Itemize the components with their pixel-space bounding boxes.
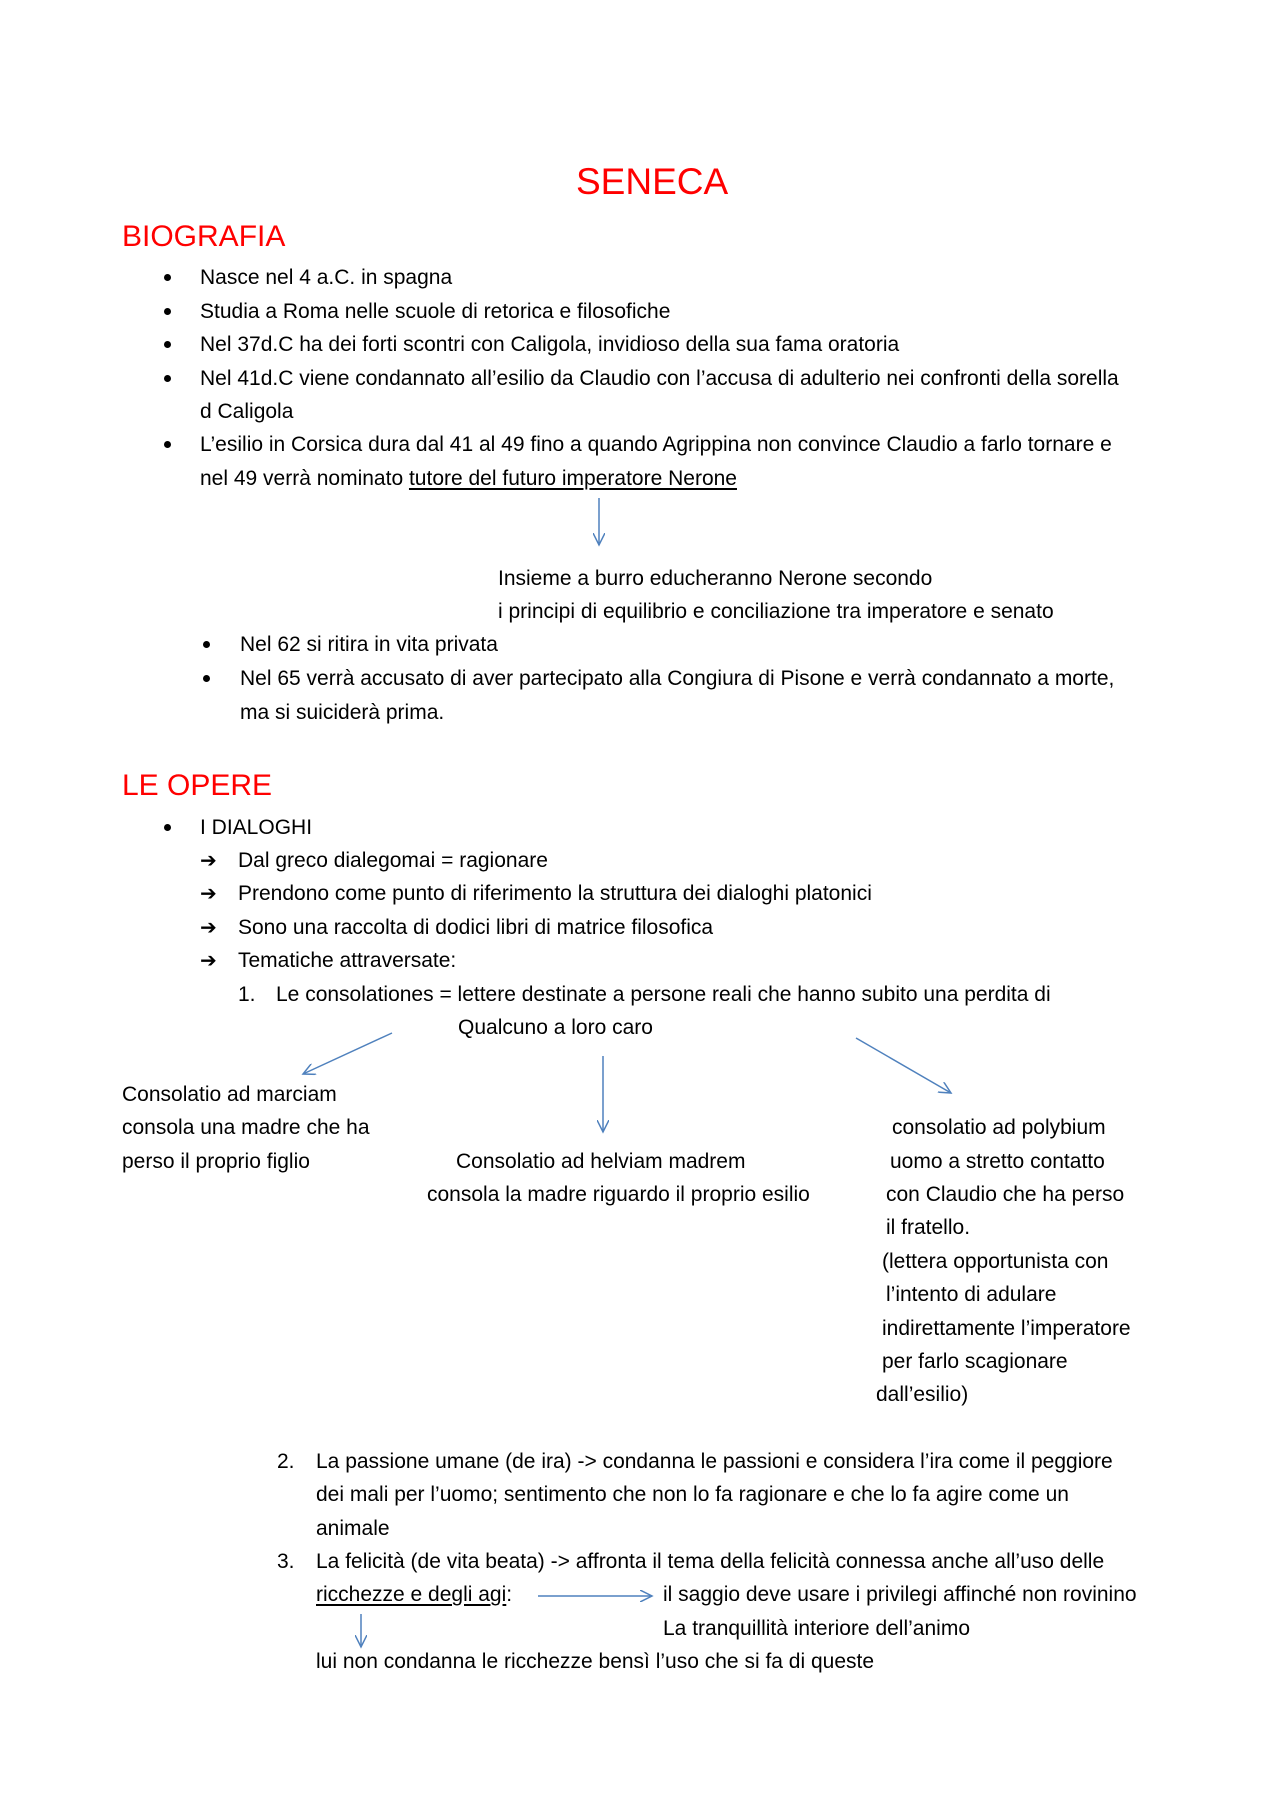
underlined-text: ricchezze e degli agi — [316, 1583, 507, 1606]
list-item-continuation: animale — [316, 1517, 390, 1540]
list-item: Nasce nel 4 a.C. in spagna — [200, 266, 453, 289]
arrow-left-down-icon — [303, 1033, 392, 1074]
arrow-right-down-icon — [856, 1038, 951, 1093]
polybium-line: consolatio ad polybium — [892, 1116, 1106, 1139]
list-item-continuation: ma si suiciderà prima. — [240, 701, 445, 724]
polybium-line: per farlo scagionare — [882, 1350, 1068, 1373]
polybium-line: con Claudio che ha perso — [886, 1183, 1125, 1206]
arrow-bullet-icon: ➔ — [200, 917, 217, 939]
branch-line: lui non condanna le ricchezze bensì l’uso che si fa di queste — [316, 1650, 875, 1673]
page-title: SENECA — [576, 161, 729, 202]
list-item: Studia a Roma nelle scuole di retorica e filosofiche — [200, 300, 671, 323]
polybium-line: (lettera opportunista con — [882, 1250, 1109, 1273]
branch-line: il saggio deve usare i privilegi affinché non rovinino — [663, 1583, 1137, 1606]
colon-text: : — [506, 1583, 513, 1606]
list-item: Prendono come punto di riferimento la struttura dei dialoghi platonici — [238, 882, 872, 905]
branch-line: La tranquillità interiore dell’animo — [663, 1617, 971, 1640]
list-item: Nel 65 verrà accusato di aver partecipato alla Congiura di Pisone e verrà condannato a morte, — [240, 667, 1115, 690]
list-item: Le consolationes = lettere destinate a persone reali che hanno subito una perdita di — [276, 983, 1051, 1006]
section-heading-biografia: BIOGRAFIA — [122, 220, 286, 253]
note-line: Insieme a burro educheranno Nerone secondo — [498, 567, 933, 590]
polybium-line: il fratello. — [886, 1216, 971, 1239]
list-item: Tematiche attraversate: — [238, 949, 457, 972]
polybium-line: dall’esilio) — [876, 1383, 969, 1406]
polybium-line: indirettamente l’imperatore — [882, 1317, 1131, 1340]
list-item: La passione umane (de ira) -> condanna le passioni e considera l’ira come il peggiore — [316, 1450, 1113, 1473]
helviam-line: Consolatio ad helviam madrem — [456, 1150, 746, 1173]
section-heading-opere: LE OPERE — [122, 769, 273, 802]
list-item: Nel 37d.C ha dei forti scontri con Caligola, invidioso della sua fama oratoria — [200, 333, 900, 356]
list-item: I DIALOGHI — [200, 816, 313, 839]
marciam-line: perso il proprio figlio — [122, 1150, 310, 1173]
arrow-bullet-icon: ➔ — [200, 883, 217, 905]
list-item-continuation: Qualcuno a loro caro — [458, 1016, 653, 1039]
list-number: 2. — [277, 1450, 295, 1473]
polybium-line: l’intento di adulare — [886, 1283, 1057, 1306]
list-item-text: nel 49 verrà nominato — [200, 467, 409, 490]
polybium-line: uomo a stretto contatto — [890, 1150, 1105, 1173]
list-item: L’esilio in Corsica dura dal 41 al 49 fino a quando Agrippina non convince Claudio a farlo tornare e — [200, 433, 1112, 456]
list-item: Dal greco dialegomai = ragionare — [238, 849, 548, 872]
list-item: Sono una raccolta di dodici libri di matrice filosofica — [238, 916, 714, 939]
arrow-bullet-icon: ➔ — [200, 850, 217, 872]
underlined-text: tutore del futuro imperatore Nerone — [408, 467, 737, 490]
list-item: Nel 62 si ritira in vita privata — [240, 633, 498, 656]
list-number: 1. — [238, 983, 256, 1006]
arrow-bullet-icon: ➔ — [200, 950, 217, 972]
list-item-continuation: dei mali per l’uomo; sentimento che non lo fa ragionare e che lo fa agire come un — [316, 1483, 1069, 1506]
note-line: i principi di equilibrio e conciliazione tra imperatore e senato — [498, 600, 1054, 623]
marciam-line: consola una madre che ha — [122, 1116, 370, 1139]
list-item-continuation: d Caligola — [200, 400, 294, 423]
helviam-line: consola la madre riguardo il proprio esilio — [427, 1183, 810, 1206]
list-item: Nel 41d.C viene condannato all’esilio da Claudio con l’accusa di adulterio nei confronti della sorella — [200, 367, 1119, 390]
list-number: 3. — [277, 1550, 295, 1573]
list-item: La felicità (de vita beata) -> affronta il tema della felicità connessa anche all’uso delle — [316, 1550, 1105, 1573]
marciam-line: Consolatio ad marciam — [122, 1083, 337, 1106]
